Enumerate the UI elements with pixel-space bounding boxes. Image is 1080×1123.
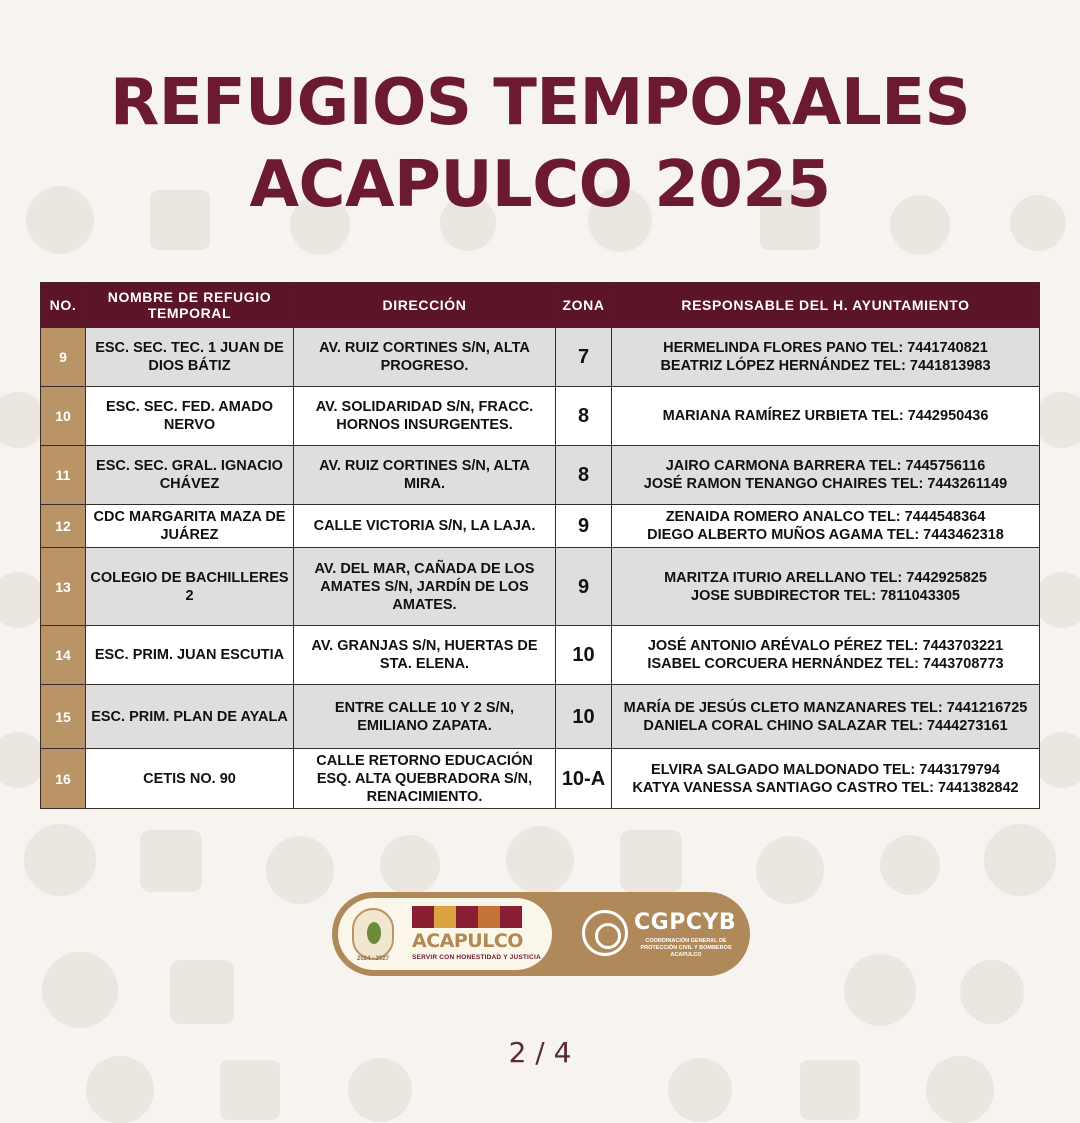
row-number: 12 xyxy=(41,505,86,548)
seal-years: 2024 - 2027 xyxy=(356,956,390,962)
shelter-name: ESC. SEC. TEC. 1 JUAN DE DIOS BÁTIZ xyxy=(86,328,294,387)
responsible-line: BEATRIZ LÓPEZ HERNÁNDEZ TEL: 7441813983 xyxy=(660,358,991,374)
header-name: NOMBRE DE REFUGIO TEMPORAL xyxy=(86,283,294,328)
shelter-responsible xyxy=(612,328,1040,387)
shelter-responsible xyxy=(612,626,1040,685)
shelter-zone: 9 xyxy=(556,505,612,548)
shelter-name: COLEGIO DE BACHILLERES 2 xyxy=(86,548,294,626)
responsible-line: MARIANA RAMÍREZ URBIETA TEL: 7442950436 xyxy=(662,408,989,424)
municipal-seal-icon xyxy=(352,908,394,960)
responsible-line: JOSE SUBDIRECTOR TEL: 7811043305 xyxy=(691,587,960,604)
responsible-line: JOSÉ RAMON TENANGO CHAIRES TEL: 7443261149 xyxy=(643,476,1008,492)
shelter-address: AV. GRANJAS S/N, HUERTAS DE STA. ELENA. xyxy=(294,626,556,685)
page-indicator: 2 / 4 xyxy=(508,1036,572,1069)
shelter-responsible xyxy=(612,505,1040,548)
shelter-zone: 8 xyxy=(556,446,612,505)
table-row xyxy=(41,505,1040,548)
title-line-1: REFUGIOS TEMPORALES xyxy=(109,66,971,140)
title-line-2: ACAPULCO 2025 xyxy=(249,148,831,222)
shelter-zone: 8 xyxy=(556,387,612,446)
responsible-line: JAIRO CARMONA BARRERA TEL: 7445756116 xyxy=(665,458,986,474)
shelter-zone: 10-A xyxy=(556,749,612,809)
shelter-responsible xyxy=(612,387,1040,446)
shelter-responsible xyxy=(612,446,1040,505)
acapulco-logo xyxy=(338,898,552,970)
shelter-address: ENTRE CALLE 10 Y 2 S/N, EMILIANO ZAPATA. xyxy=(294,685,556,749)
table-header-row xyxy=(41,283,1040,328)
table-row xyxy=(41,446,1040,505)
responsible-line: JOSÉ ANTONIO ARÉVALO PÉREZ TEL: 7443703221 xyxy=(647,638,1004,654)
header-zone: ZONA xyxy=(556,283,612,328)
responsible-line: DIEGO ALBERTO MUÑOS AGAMA TEL: 7443462318 xyxy=(647,527,1004,543)
shelter-address: AV. RUIZ CORTINES S/N, ALTA PROGRESO. xyxy=(294,328,556,387)
row-number: 9 xyxy=(41,328,86,387)
shelter-responsible xyxy=(612,685,1040,749)
shelter-zone: 10 xyxy=(556,685,612,749)
acapulco-tagline: SERVIR CON HONESTIDAD Y JUSTICIA xyxy=(412,954,541,961)
row-number: 11 xyxy=(41,446,86,505)
table-row xyxy=(41,387,1040,446)
shelter-responsible xyxy=(612,548,1040,626)
shelter-zone: 7 xyxy=(556,328,612,387)
page-title xyxy=(0,62,1080,226)
row-number: 13 xyxy=(41,548,86,626)
responsible-line: ELVIRA SALGADO MALDONADO TEL: 7443179794 xyxy=(651,761,1000,778)
table-row xyxy=(41,685,1040,749)
responsible-line: MARÍA DE JESÚS CLETO MANZANARES TEL: 7441216725 xyxy=(623,699,1028,716)
shelter-address: AV. RUIZ CORTINES S/N, ALTA MIRA. xyxy=(294,446,556,505)
table-row xyxy=(41,749,1040,809)
header-responsible: RESPONSABLE DEL H. AYUNTAMIENTO xyxy=(612,283,1040,328)
responsible-line: HERMELINDA FLORES PANO TEL: 7441740821 xyxy=(663,340,988,356)
civil-protection-emblem-icon xyxy=(582,910,628,956)
responsible-line: MARITZA ITURIO ARELLANO TEL: 7442925825 xyxy=(664,569,987,586)
header-no: NO. xyxy=(41,283,86,328)
shelter-address: CALLE VICTORIA S/N, LA LAJA. xyxy=(294,505,556,548)
table-row xyxy=(41,626,1040,685)
responsible-line: DANIELA CORAL CHINO SALAZAR TEL: 7444273161 xyxy=(643,717,1008,734)
shelter-name: ESC. PRIM. JUAN ESCUTIA xyxy=(86,626,294,685)
shelter-address: CALLE RETORNO EDUCACIÓN ESQ. ALTA QUEBRADORA S/N, RENACIMIENTO. xyxy=(294,749,556,809)
cgpcyb-wordmark: CGPCYB xyxy=(634,910,737,935)
row-number: 16 xyxy=(41,749,86,809)
cgpcyb-full-name: COORDINACIÓN GENERAL DE PROTECCIÓN CIVIL Y BOMBEROS ACAPULCO xyxy=(640,938,732,958)
table-row xyxy=(41,328,1040,387)
shelter-name: ESC. PRIM. PLAN DE AYALA xyxy=(86,685,294,749)
institution-logos xyxy=(332,892,750,976)
responsible-line: ZENAIDA ROMERO ANALCO TEL: 7444548364 xyxy=(665,509,986,525)
row-number: 14 xyxy=(41,626,86,685)
acapulco-color-band xyxy=(412,906,522,928)
table-row xyxy=(41,548,1040,626)
shelters-table xyxy=(40,282,1040,809)
shelter-address: AV. DEL MAR, CAÑADA DE LOS AMATES S/N, JARDÍN DE LOS AMATES. xyxy=(294,548,556,626)
shelter-zone: 9 xyxy=(556,548,612,626)
shelter-address: AV. SOLIDARIDAD S/N, FRACC. HORNOS INSURGENTES. xyxy=(294,387,556,446)
shelter-name: CDC MARGARITA MAZA DE JUÁREZ xyxy=(86,505,294,548)
shelter-name: CETIS NO. 90 xyxy=(86,749,294,809)
responsible-line: KATYA VANESSA SANTIAGO CASTRO TEL: 7441382842 xyxy=(632,779,1019,796)
row-number: 15 xyxy=(41,685,86,749)
row-number: 10 xyxy=(41,387,86,446)
shelter-name: ESC. SEC. GRAL. IGNACIO CHÁVEZ xyxy=(86,446,294,505)
header-address: DIRECCIÓN xyxy=(294,283,556,328)
shelters-table-container xyxy=(40,282,1039,809)
acapulco-wordmark: ACAPULCO xyxy=(412,930,523,952)
shelter-zone: 10 xyxy=(556,626,612,685)
shelter-responsible xyxy=(612,749,1040,809)
responsible-line: ISABEL CORCUERA HERNÁNDEZ TEL: 7443708773 xyxy=(647,656,1004,672)
shelter-name: ESC. SEC. FED. AMADO NERVO xyxy=(86,387,294,446)
